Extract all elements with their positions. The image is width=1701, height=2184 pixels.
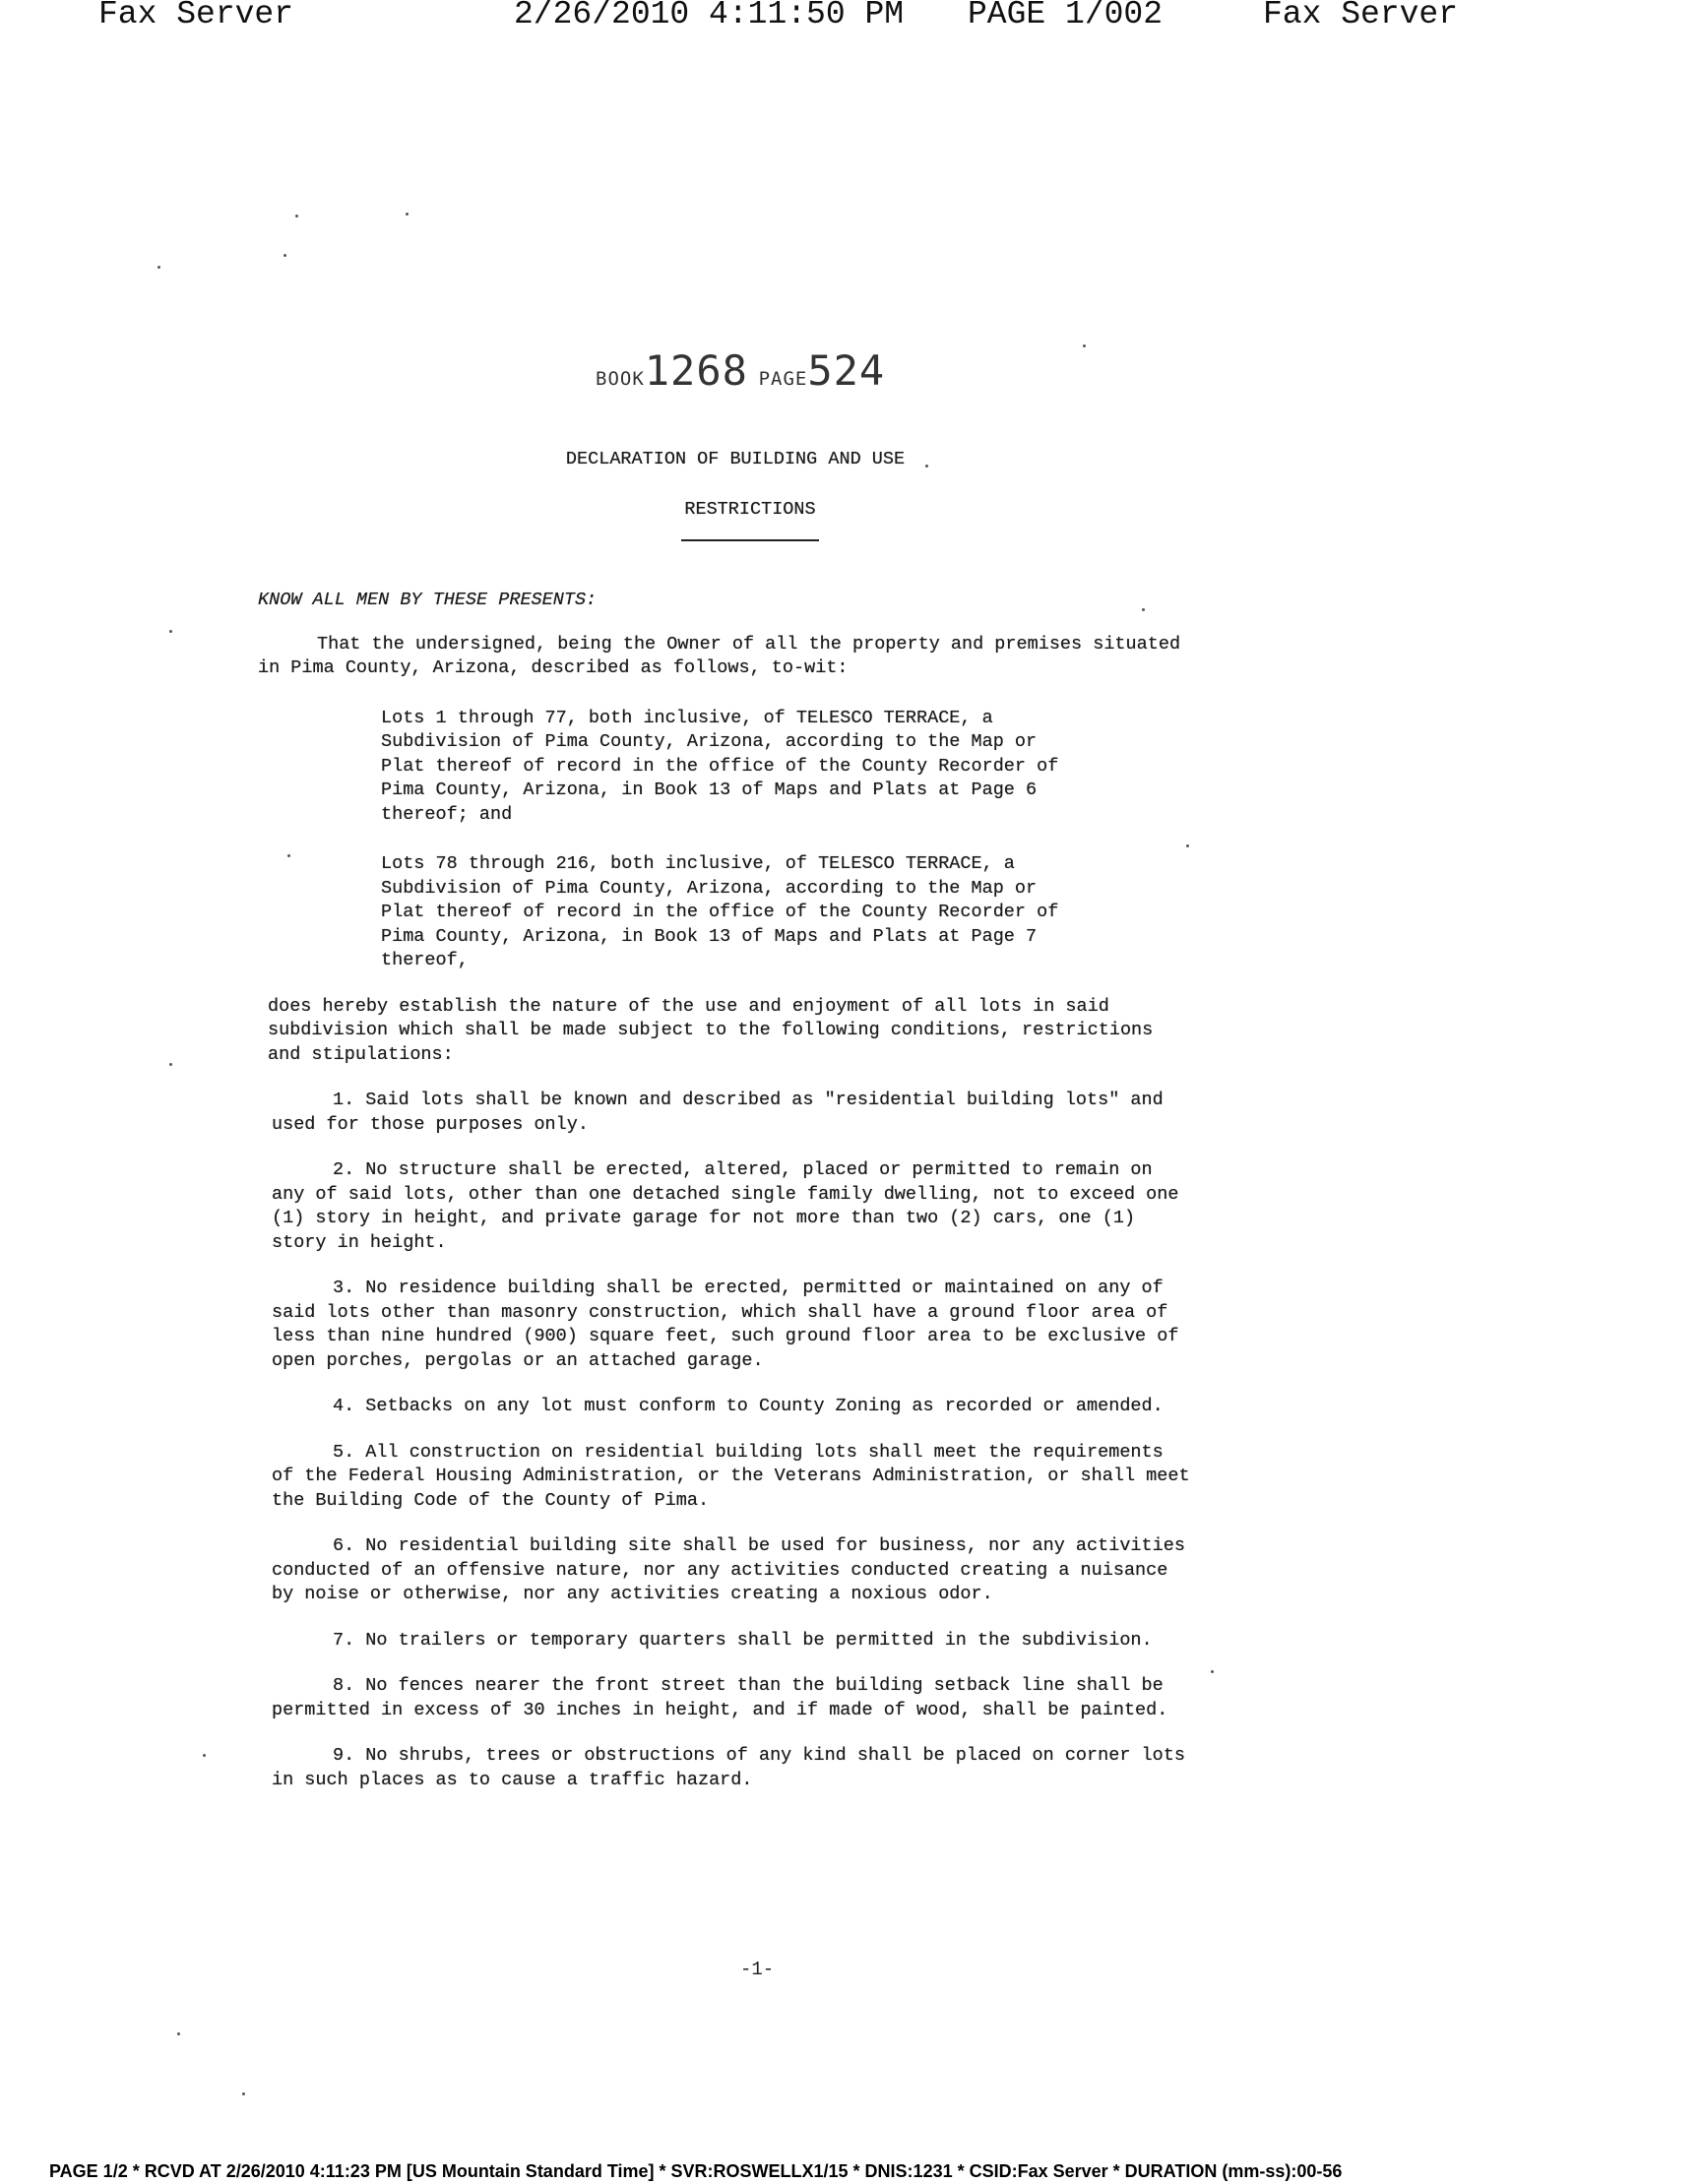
scan-speck — [1142, 608, 1145, 611]
document-body — [258, 448, 1193, 1792]
document-page-number: -1- — [740, 1959, 775, 1980]
scan-speck — [1083, 344, 1086, 347]
restriction-5: 5. All construction on residential building lots shall meet the requirements of the Federal Housing Administration, or the Veterans Administration, or shall meet the Building Code of the County of Pima. — [272, 1441, 1190, 1511]
scan-speck — [1186, 844, 1189, 847]
document-title: DECLARATION OF BUILDING AND USE — [565, 449, 906, 469]
scan-speck — [1211, 1670, 1214, 1673]
restriction-9: 9. No shrubs, trees or obstructions of any kind shall be placed on corner lots in such places as to cause a traffic hazard. — [272, 1745, 1185, 1790]
document-subtitle: RESTRICTIONS — [684, 498, 816, 520]
intro-paragraph: That the undersigned, being the Owner of all the property and premises situated in Pima County, Arizona, described as follows, to-wit: — [258, 633, 1181, 678]
scan-speck — [177, 2032, 180, 2035]
lots-description-1: Lots 1 through 77, both inclusive, of TELESCO TERRACE, a Subdivision of Pima County, Arizona, according to the Map or Plat thereof of record in the office of the County Recorder of Pima County, Arizona, in Book 13 of Maps and Plats at Page 6 thereof; and — [381, 707, 1059, 825]
scan-speck — [158, 266, 160, 269]
restriction-7: 7. No trailers or temporary quarters shall be permitted in the subdivision. — [333, 1629, 1153, 1651]
fax-sender-left: Fax Server — [98, 0, 294, 32]
scan-speck — [242, 2092, 245, 2095]
page-label: PAGE — [758, 368, 808, 390]
scan-speck — [169, 630, 172, 633]
restriction-6: 6. No residential building site shall be used for business, nor any activities conducted of an offensive nature, nor any activities conducted creating a nuisance by noise or otherwise, nor any activities creating a noxious odor. — [272, 1535, 1185, 1604]
fax-receipt-footer: PAGE 1/2 * RCVD AT 2/26/2010 4:11:23 PM [US Mountain Standard Time] * SVR:ROSWELLX1/15 * DNIS:1231 * CSID:Fax Server * DURATION (mm-ss):00-56 — [49, 2161, 1343, 2181]
restriction-4: 4. Setbacks on any lot must conform to County Zoning as recorded or amended. — [333, 1396, 1164, 1416]
book-page-stamp — [596, 346, 885, 395]
scan-speck — [203, 1754, 206, 1757]
book-number: 1268 — [644, 346, 748, 395]
know-all-men-heading: KNOW ALL MEN BY THESE PRESENTS: — [258, 590, 598, 610]
scan-speck — [284, 254, 286, 257]
stamp-page-number: 524 — [807, 346, 886, 395]
scan-speck — [169, 1063, 172, 1066]
fax-header — [0, 0, 1701, 39]
fax-page-count: PAGE 1/002 — [968, 0, 1164, 32]
restriction-1: 1. Said lots shall be known and described as "residential building lots" and used for those purposes only. — [272, 1090, 1164, 1135]
book-label: BOOK — [596, 368, 645, 390]
scan-speck — [295, 215, 298, 218]
scan-speck — [406, 213, 409, 216]
title-underline — [681, 539, 819, 541]
establishment-paragraph: does hereby establish the nature of the use and enjoyment of all lots in said subdivision which shall be made subject to the following conditions, restrictions and stipulations: — [268, 995, 1154, 1065]
restriction-3: 3. No residence building shall be erected, permitted or maintained on any of said lots other than masonry construction, which shall have a ground floor area of less than nine hundred (900) square feet, such ground floor area to be exclusive of open porches, pergolas or an attached garage. — [272, 1278, 1179, 1371]
scan-speck — [925, 465, 928, 468]
restriction-2: 2. No structure shall be erected, altered, placed or permitted to remain on any of said lots, other than one detached single family dwelling, not to exceed one (1) story in height, and private garage for not more than two (2) cars, one (1) story in height. — [272, 1159, 1179, 1253]
fax-datetime: 2/26/2010 4:11:50 PM — [514, 0, 905, 32]
scan-speck — [287, 854, 290, 857]
restriction-8: 8. No fences nearer the front street than the building setback line shall be permitted in excess of 30 inches in height, and if made of wood, shall be painted. — [272, 1675, 1168, 1720]
lots-description-2: Lots 78 through 216, both inclusive, of TELESCO TERRACE, a Subdivision of Pima County, Arizona, according to the Map or Plat thereof of record in the office of the County Recorder of Pima County, Arizona, in Book 13 of Maps and Plats at Page 7 thereof, — [381, 853, 1059, 970]
fax-sender-right: Fax Server — [1263, 0, 1459, 32]
